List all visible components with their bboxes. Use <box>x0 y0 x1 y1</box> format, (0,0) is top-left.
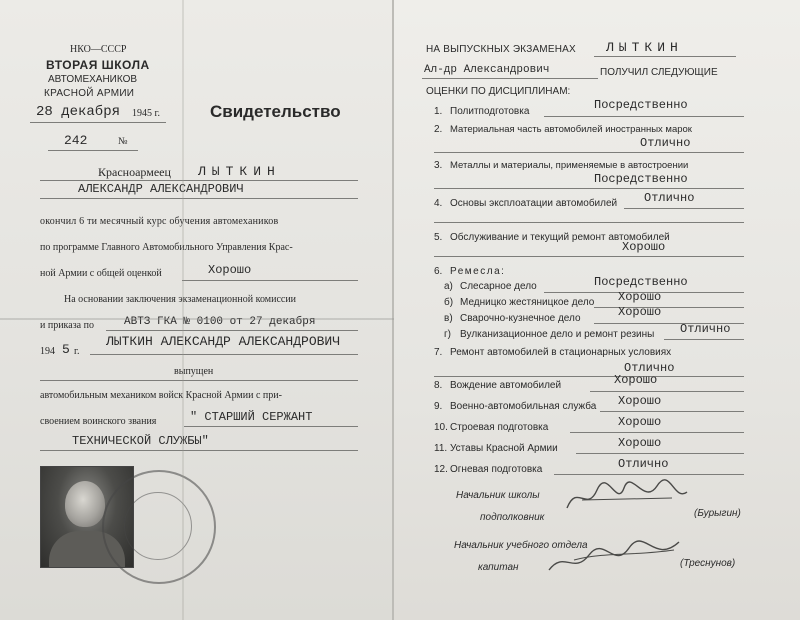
subject-7-name: Ремонт автомобилей в стационарных условиях <box>450 347 672 358</box>
subject-6a-name: Слесарное дело <box>460 281 537 292</box>
official-seal <box>102 470 216 584</box>
rank-awarded-1: " СТАРШИЙ СЕРЖАНТ <box>190 410 313 424</box>
subject-12-grade: Отлично <box>618 457 669 471</box>
date-year: 1945 г. <box>132 108 160 119</box>
org-line-3: АВТОМЕХАНИКОВ <box>48 74 138 85</box>
subject-8-name: Вождение автомобилей <box>450 380 562 391</box>
subject-1-num: 1. <box>434 106 443 117</box>
subject-7-underline <box>434 376 744 377</box>
subject-8-num: 8. <box>434 380 443 391</box>
subject-10-name: Строевая подготовка <box>450 422 549 433</box>
text-basis: На основании заключения экзаменационной комиссии <box>64 294 297 305</box>
org-line-4: КРАСНОЙ АРМИИ <box>44 88 135 99</box>
subject-7-grade: Отлично <box>624 361 675 375</box>
overall-grade-underline <box>182 280 358 281</box>
signer-2-title: Начальник учебного отдела <box>454 540 588 551</box>
header-name: Ал-др Александрович <box>424 64 550 76</box>
subject-6c-grade: Хорошо <box>618 305 662 319</box>
text-program: по программе Главного Автомобильного Управления Крас- <box>40 242 293 253</box>
subject-12-num: 12. <box>434 464 448 475</box>
surname-underline <box>40 180 358 181</box>
overall-grade: Хорошо <box>208 263 252 277</box>
rank-underline-2 <box>40 450 358 451</box>
fold-crease-left <box>182 0 184 620</box>
header-suffix: ПОЛУЧИЛ СЛЕДУЮЩИЕ <box>600 67 718 78</box>
subject-1-grade: Посредственно <box>594 98 688 112</box>
subject-2-name: Материальная часть автомобилей иностранных марок <box>450 124 692 135</box>
subject-11-underline <box>576 453 744 454</box>
subject-8-grade: Хорошо <box>614 373 658 387</box>
subject-9-num: 9. <box>434 401 443 412</box>
date-underline <box>30 122 166 123</box>
subject-6d-num: г) <box>444 329 451 340</box>
surname: ЛЫТКИН <box>198 164 281 179</box>
subject-6b-underline <box>594 307 744 308</box>
subject-6c-name: Сварочно-кузнечное дело <box>460 313 581 324</box>
subject-11-grade: Хорошо <box>618 436 662 450</box>
subject-9-grade: Хорошо <box>618 394 662 408</box>
subject-12-underline <box>554 474 744 475</box>
org-line-1: НКО—СССР <box>70 44 127 55</box>
subject-6-name: Ремесла: <box>450 266 506 277</box>
subject-3-num: 3. <box>434 160 443 171</box>
subject-8-underline <box>590 391 744 392</box>
header-surname: ЛЫТКИН <box>606 40 683 55</box>
released-underline <box>40 380 358 381</box>
photo-face <box>65 481 105 527</box>
signature-1 <box>562 478 692 518</box>
subject-9-underline <box>600 411 744 412</box>
subject-4-underline <box>624 208 744 209</box>
number-underline <box>48 150 138 151</box>
order-typed: АВТЗ ГКА № 0100 от 27 декабря <box>124 316 316 328</box>
certificate-right-page <box>394 0 800 620</box>
name-underline <box>40 198 358 199</box>
date-day-month: 28 декабря <box>36 104 121 120</box>
subject-5-underline <box>434 256 744 257</box>
subject-6a-num: а) <box>444 281 453 292</box>
subject-10-grade: Хорошо <box>618 415 662 429</box>
order-underline <box>106 330 358 331</box>
subject-1-underline <box>544 116 744 117</box>
signer-1-rank: подполковник <box>480 512 545 523</box>
subject-6a-grade: Посредственно <box>594 275 688 289</box>
text-course: окончил 6 ти месячный курс обучения автомехаников <box>40 216 279 227</box>
document-title: Свидетельство <box>210 102 341 121</box>
rank-awarded-2: ТЕХНИЧЕСКОЙ СЛУЖБЫ" <box>72 434 209 448</box>
subject-6b-num: б) <box>444 297 454 308</box>
header-prefix: НА ВЫПУСКНЫХ ЭКЗАМЕНАХ <box>426 44 576 55</box>
year-suffix: г. <box>74 346 80 357</box>
header-line3: ОЦЕНКИ ПО ДИСЦИПЛИНАМ: <box>426 86 571 97</box>
subject-6d-underline <box>664 339 744 340</box>
subject-2-underline <box>434 152 744 153</box>
signer-2-name: (Треснунов) <box>680 558 736 569</box>
full-name-underline <box>90 354 358 355</box>
subject-1-name: Политподготовка <box>450 106 530 117</box>
subject-5-name: Обслуживание и текущий ремонт автомобилей <box>450 232 670 243</box>
subject-7-num: 7. <box>434 347 443 358</box>
org-line-2: ВТОРАЯ ШКОЛА <box>46 58 150 72</box>
subject-5-num: 5. <box>434 232 443 243</box>
signer-1-title: Начальник школы <box>456 490 540 501</box>
signer-1-name: (Бурыгин) <box>694 508 741 519</box>
subject-9-name: Военно-автомобильная служба <box>450 401 597 412</box>
subject-10-num: 10. <box>434 422 448 433</box>
subject-4-grade: Отлично <box>644 191 695 205</box>
subject-4-num: 4. <box>434 198 443 209</box>
signer-2-rank: капитан <box>478 562 519 573</box>
subject-11-name: Уставы Красной Армии <box>450 443 558 454</box>
subject-6d-name: Вулканизационное дело и ремонт резины <box>460 329 655 340</box>
text-mechanic: автомобильным механиком войск Красной Армии с при- <box>40 390 282 401</box>
subject-3-name: Металлы и материалы, применяемые в автостроении <box>450 160 689 171</box>
subject-6-num: 6. <box>434 266 443 277</box>
subject-11-num: 11. <box>434 443 448 454</box>
signature-2 <box>544 530 684 580</box>
text-order-prefix: и приказа по <box>40 320 94 331</box>
header-name-underline <box>422 78 598 79</box>
subject-6c-num: в) <box>444 313 453 324</box>
year-digit: 5 <box>62 342 70 357</box>
subject-2-grade: Отлично <box>640 136 691 150</box>
rank-prefix: Красноармеец <box>98 165 171 179</box>
certificate-left-page <box>0 0 392 620</box>
text-grade-prefix: ной Армии с общей оценкой <box>40 268 162 279</box>
subject-3-grade: Посредственно <box>594 172 688 186</box>
subject-5-grade: Хорошо <box>622 240 666 254</box>
subject-12-name: Огневая подготовка <box>450 464 543 475</box>
subject-3-underline <box>434 188 744 189</box>
subject-2-num: 2. <box>434 124 443 135</box>
number-sign: № <box>118 136 128 147</box>
subject-6d-grade: Отлично <box>680 322 731 336</box>
rank-underline-1 <box>184 426 358 427</box>
subject-6b-grade: Хорошо <box>618 290 662 304</box>
subject-6b-name: Медницко жестяницкое дело <box>460 297 595 308</box>
text-released: выпущен <box>174 366 214 377</box>
name-patronymic: АЛЕКСАНДР АЛЕКСАНДРОВИЧ <box>78 182 244 196</box>
text-title-prefix: своением воинского звания <box>40 416 157 427</box>
header-surname-underline <box>594 56 736 57</box>
year-prefix: 194 <box>40 346 55 357</box>
subject-4-underline-2 <box>434 222 744 223</box>
subject-10-underline <box>570 432 744 433</box>
full-name: ЛЫТКИН АЛЕКСАНДР АЛЕКСАНДРОВИЧ <box>106 334 341 349</box>
subject-4-name: Основы эксплоатации автомобилей <box>450 198 618 209</box>
certificate-number: 242 <box>64 133 88 148</box>
